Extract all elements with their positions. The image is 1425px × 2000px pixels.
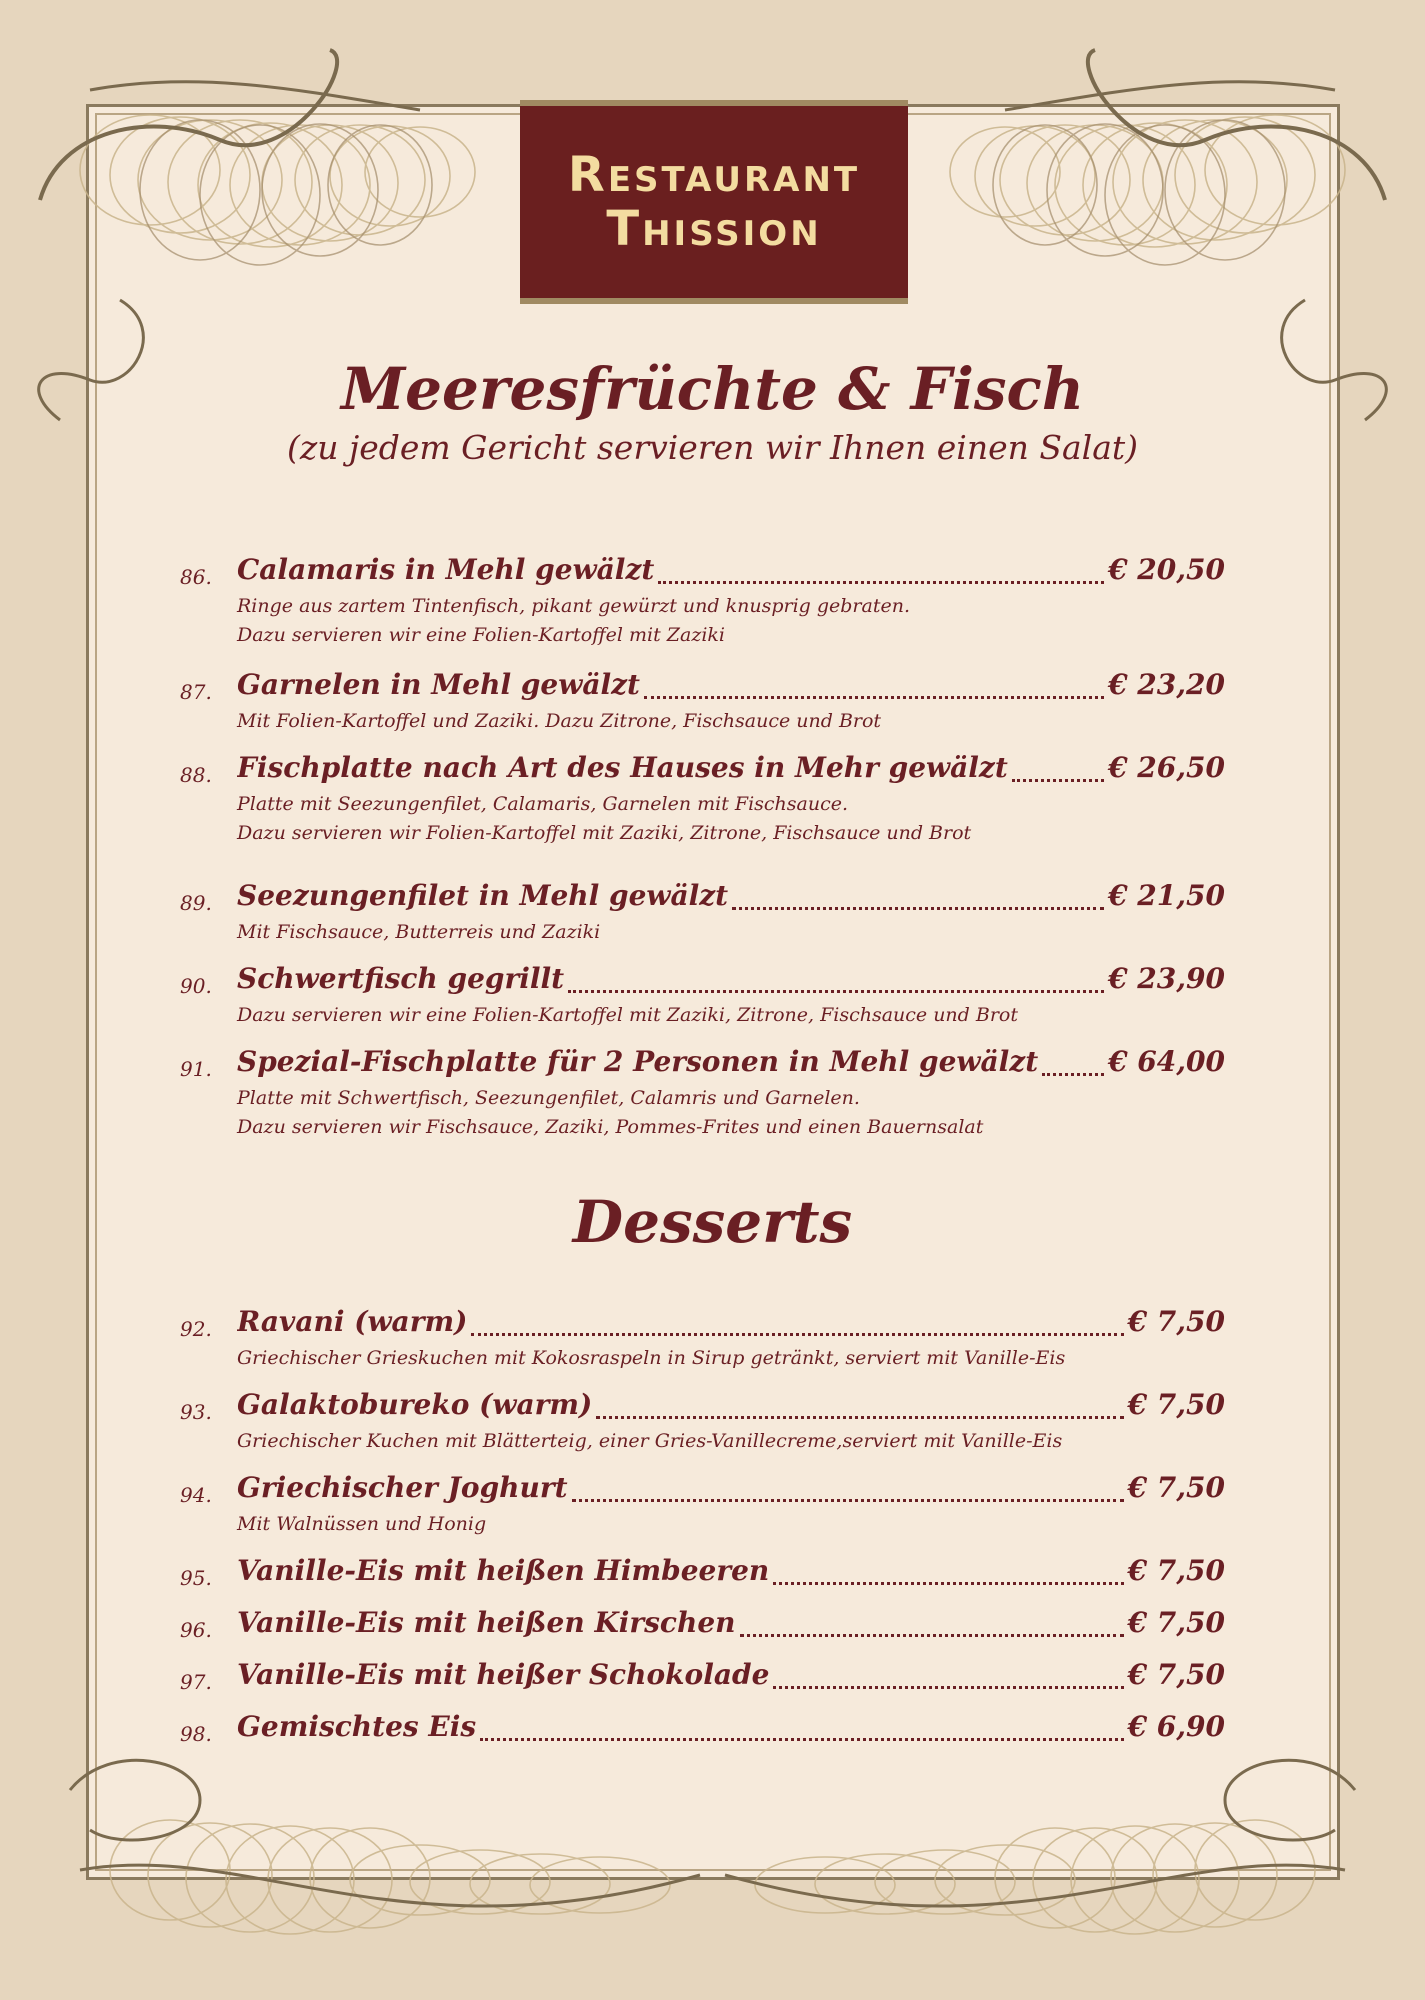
item-number: 96. [180,1618,212,1642]
restaurant-name-line1: Restaurant [567,147,861,203]
item-price: € 7,50 [1127,1388,1225,1421]
item-description: Mit Folien-Kartoffel und Zaziki. Dazu Zitrone, Fischsauce und Brot [237,710,882,732]
item-price: € 23,20 [1108,668,1225,701]
item-name: Spezial-Fischplatte für 2 Personen in Mehl gewälzt [237,1045,1039,1078]
dot-leader [658,580,1104,584]
dot-leader [1042,1072,1104,1076]
dot-leader [572,1498,1124,1502]
dot-leader [732,906,1104,910]
item-title-row [237,668,1225,708]
item-description: Griechischer Grieskuchen mit Kokosraspeln in Sirup getränkt, serviert mit Vanille-Eis [237,1347,1066,1369]
item-description: Dazu servieren wir Folien-Kartoffel mit Zaziki, Zitrone, Fischsauce und Brot [237,822,972,844]
item-price: € 23,90 [1108,962,1225,995]
dot-leader [568,989,1104,993]
item-number: 90. [180,974,212,998]
item-price: € 21,50 [1108,879,1225,912]
item-description: Ringe aus zartem Tintenfisch, pikant gewürzt und knusprig gebraten. [237,595,910,617]
item-number: 87. [180,680,212,704]
restaurant-banner [520,100,908,304]
item-price: € 7,50 [1127,1554,1225,1587]
item-title-row [237,1554,1225,1594]
item-name: Vanille-Eis mit heißen Himbeeren [237,1554,770,1587]
item-description: Dazu servieren wir eine Folien-Kartoffel mit Zaziki [237,624,725,646]
dot-leader [773,1581,1123,1585]
item-number: 98. [180,1722,212,1746]
item-description: Dazu servieren wir Fischsauce, Zaziki, Pommes-Frites und einen Bauernsalat [237,1116,984,1138]
seafood-section-title: Meeresfrüchte & Fisch [340,355,1085,423]
item-title-row [237,751,1225,791]
item-price: € 20,50 [1108,553,1225,586]
item-title-row [237,1658,1225,1698]
item-price: € 26,50 [1108,751,1225,784]
item-title-row [237,879,1225,919]
dot-leader [596,1415,1123,1419]
desserts-section-title: Desserts [572,1188,853,1256]
item-number: 94. [180,1483,212,1507]
dot-leader [471,1332,1123,1336]
item-title-row [237,1045,1225,1085]
item-price: € 6,90 [1127,1710,1225,1743]
restaurant-name-line2: Thission [606,201,822,257]
item-name: Vanille-Eis mit heißen Kirschen [237,1606,736,1639]
item-title-row [237,1305,1225,1345]
dot-leader [1012,778,1104,782]
item-price: € 7,50 [1127,1305,1225,1338]
item-number: 88. [180,763,212,787]
item-title-row [237,962,1225,1002]
dot-leader [644,695,1104,699]
item-description: Griechischer Kuchen mit Blätterteig, einer Gries-Vanillecreme,serviert mit Vanille-Eis [237,1430,1063,1452]
item-description: Platte mit Seezungenfilet, Calamaris, Garnelen mit Fischsauce. [237,793,849,815]
item-number: 91. [180,1057,212,1081]
item-number: 97. [180,1670,212,1694]
item-description: Platte mit Schwertfisch, Seezungenfilet, Calamris und Garnelen. [237,1087,860,1109]
item-name: Schwertfisch gegrillt [237,962,565,995]
item-number: 86. [180,565,212,589]
item-description: Mit Walnüssen und Honig [237,1513,487,1535]
item-price: € 7,50 [1127,1658,1225,1691]
item-name: Griechischer Joghurt [237,1471,568,1504]
item-description: Dazu servieren wir eine Folien-Kartoffel mit Zaziki, Zitrone, Fischsauce und Brot [237,1004,1018,1026]
item-description: Mit Fischsauce, Butterreis und Zaziki [237,921,601,943]
item-price: € 64,00 [1108,1045,1225,1078]
item-title-row [237,1606,1225,1646]
item-name: Fischplatte nach Art des Hauses in Mehr gewälzt [237,751,1008,784]
item-name: Calamaris in Mehl gewälzt [237,553,655,586]
item-title-row [237,553,1225,593]
item-title-row [237,1710,1225,1750]
item-title-row [237,1388,1225,1428]
item-title-row [237,1471,1225,1511]
item-name: Seezungenfilet in Mehl gewälzt [237,879,729,912]
item-name: Gemischtes Eis [237,1710,477,1743]
item-number: 92. [180,1317,212,1341]
dot-leader [740,1633,1124,1637]
seafood-section-subtitle: (zu jedem Gericht servieren wir Ihnen einen Salat) [286,428,1139,467]
item-price: € 7,50 [1127,1471,1225,1504]
dot-leader [480,1737,1123,1741]
item-name: Ravani (warm) [237,1305,468,1338]
item-price: € 7,50 [1127,1606,1225,1639]
item-name: Vanille-Eis mit heißer Schokolade [237,1658,770,1691]
item-number: 89. [180,891,212,915]
dot-leader [773,1685,1123,1689]
item-number: 95. [180,1566,212,1590]
item-name: Garnelen in Mehl gewälzt [237,668,640,701]
item-number: 93. [180,1400,212,1424]
item-name: Galaktobureko (warm) [237,1388,593,1421]
